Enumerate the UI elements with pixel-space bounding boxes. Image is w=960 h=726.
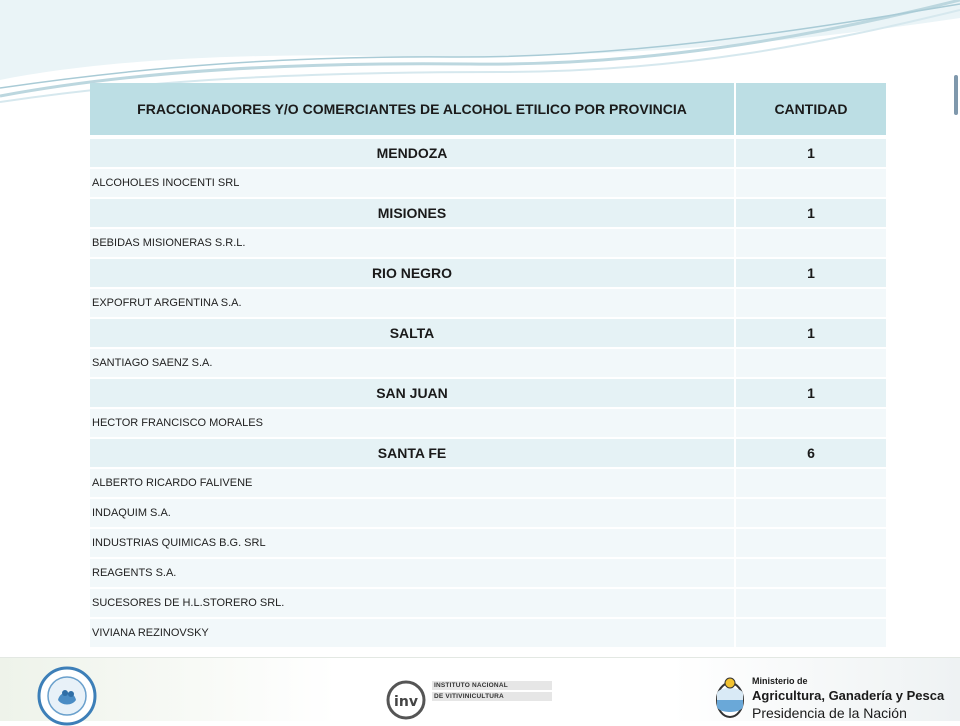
province-name: MISIONES [90,199,736,229]
inv-text [432,681,552,721]
entity-name: ALCOHOLES INOCENTI SRL [90,169,736,199]
province-count: 1 [736,139,886,169]
alcohol-table [90,83,886,649]
province-name: RIO NEGRO [90,259,736,289]
province-name: SANTA FE [90,439,736,469]
entity-count [736,469,886,499]
entity-row [90,289,886,319]
entity-row [90,169,886,199]
argentina-coat-of-arms-icon [714,676,746,720]
province-row [90,199,886,229]
province-row [90,379,886,409]
entity-name: SANTIAGO SAENZ S.A. [90,349,736,379]
entity-row [90,559,886,589]
entity-name: INDUSTRIAS QUIMICAS B.G. SRL [90,529,736,559]
entity-count [736,229,886,259]
entity-row [90,499,886,529]
province-count: 1 [736,199,886,229]
entity-count [736,289,886,319]
province-name: SAN JUAN [90,379,736,409]
entity-name: BEBIDAS MISIONERAS S.R.L. [90,229,736,259]
inv-logo-icon [386,680,426,720]
inv-line1: INSTITUTO NACIONAL [432,681,552,690]
entity-count [736,619,886,649]
province-name: SALTA [90,319,736,349]
entity-name: ALBERTO RICARDO FALIVENE [90,469,736,499]
province-row [90,139,886,169]
entity-name: REAGENTS S.A. [90,559,736,589]
svg-text:inv: inv [394,694,418,710]
entity-row [90,529,886,559]
province-count: 1 [736,319,886,349]
entity-row [90,619,886,649]
header-count: CANTIDAD [736,83,886,139]
entity-row [90,229,886,259]
entity-name: INDAQUIM S.A. [90,499,736,529]
ministry-text [752,676,958,721]
entity-count [736,589,886,619]
province-row [90,439,886,469]
entity-name: SUCESORES DE H.L.STORERO SRL. [90,589,736,619]
right-edge-bar [954,75,958,115]
province-name: MENDOZA [90,139,736,169]
ministry-line1: Ministerio de [752,676,808,686]
entity-row [90,589,886,619]
entity-name: VIVIANA REZINOVSKY [90,619,736,649]
entity-count [736,559,886,589]
entity-row [90,469,886,499]
province-count: 1 [736,259,886,289]
header-name: FRACCIONADORES Y/O COMERCIANTES DE ALCOHOL ETILICO POR PROVINCIA [90,83,736,139]
table-header-row [90,83,886,139]
ministry-line2: Agricultura, Ganadería y Pesca [752,688,945,703]
vino-argentino-logo-icon [36,666,98,726]
province-row [90,259,886,289]
entity-row [90,349,886,379]
inv-line2: DE VITIVINICULTURA [432,692,552,701]
table-body [90,139,886,649]
entity-count [736,529,886,559]
entity-name: HECTOR FRANCISCO MORALES [90,409,736,439]
entity-count [736,409,886,439]
province-row [90,319,886,349]
entity-row [90,409,886,439]
province-count: 6 [736,439,886,469]
entity-count [736,169,886,199]
entity-name: EXPOFRUT ARGENTINA S.A. [90,289,736,319]
entity-count [736,499,886,529]
ministry-line3: Presidencia de la Nación [752,705,907,721]
province-count: 1 [736,379,886,409]
entity-count [736,349,886,379]
